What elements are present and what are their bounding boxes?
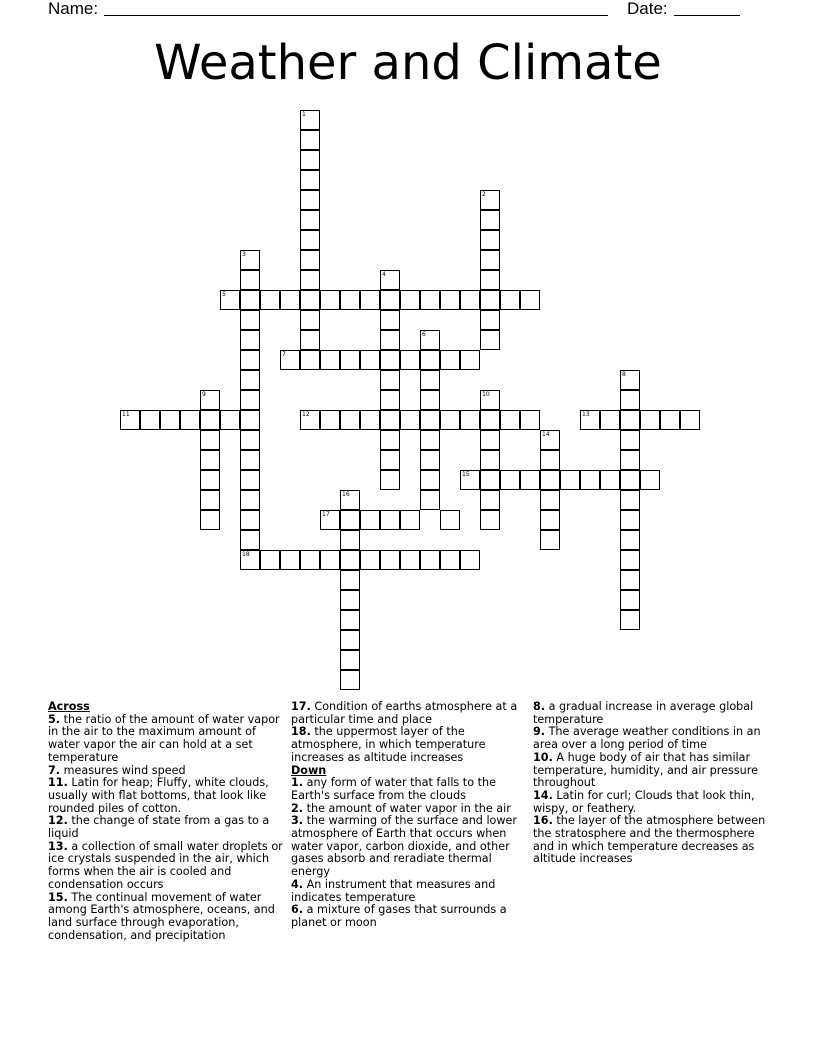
grid-cell[interactable] bbox=[420, 490, 440, 510]
grid-cell[interactable] bbox=[580, 470, 600, 490]
clue-number: 14 bbox=[542, 431, 550, 438]
grid-cell[interactable] bbox=[300, 150, 320, 170]
clue-number: 10 bbox=[482, 391, 490, 398]
clue-number: 8 bbox=[622, 371, 626, 378]
grid-cell[interactable] bbox=[360, 510, 380, 530]
grid-cell[interactable] bbox=[680, 410, 700, 430]
grid-cell[interactable] bbox=[620, 550, 640, 570]
grid-cell[interactable] bbox=[420, 410, 440, 430]
grid-cell[interactable] bbox=[340, 490, 360, 510]
clue-number: 7 bbox=[282, 351, 286, 358]
clue-text: Latin for curl; Clouds that look thin, wispy, or feathery. bbox=[533, 788, 755, 815]
grid-cell[interactable] bbox=[460, 290, 480, 310]
grid-cell[interactable] bbox=[240, 250, 260, 270]
grid-cell[interactable] bbox=[440, 410, 460, 430]
grid-cell[interactable] bbox=[240, 410, 260, 430]
grid-cell[interactable] bbox=[240, 390, 260, 410]
grid-cell[interactable] bbox=[260, 290, 280, 310]
page-title: Weather and Climate bbox=[154, 35, 662, 91]
grid-cell[interactable] bbox=[480, 230, 500, 250]
grid-cell[interactable] bbox=[240, 470, 260, 490]
grid-cell[interactable] bbox=[300, 130, 320, 150]
grid-cell[interactable] bbox=[300, 210, 320, 230]
grid-cell[interactable] bbox=[240, 530, 260, 550]
grid-cell[interactable] bbox=[240, 490, 260, 510]
clue-text: the change of state from a gas to a liquid bbox=[48, 814, 270, 841]
across-clue bbox=[291, 701, 527, 726]
down-clue bbox=[291, 879, 527, 904]
grid-cell[interactable] bbox=[380, 450, 400, 470]
grid-cell[interactable] bbox=[400, 290, 420, 310]
grid-cell[interactable] bbox=[380, 350, 400, 370]
grid-cell[interactable] bbox=[440, 550, 460, 570]
grid-cell[interactable] bbox=[320, 290, 340, 310]
clue-number: 13 bbox=[582, 411, 590, 418]
name-label: Name: bbox=[48, 0, 99, 18]
clue-number: 1 bbox=[302, 111, 306, 118]
grid-cell[interactable] bbox=[360, 290, 380, 310]
grid-cell[interactable] bbox=[340, 670, 360, 690]
grid-cell[interactable] bbox=[620, 430, 640, 450]
grid-cell[interactable] bbox=[300, 270, 320, 290]
grid-cell[interactable] bbox=[200, 490, 220, 510]
grid-cell[interactable] bbox=[480, 450, 500, 470]
clue-text: a collection of small water droplets or ice crystals suspended in the air, which forms when the air is cooled and condensation occurs bbox=[48, 839, 283, 891]
grid-cell[interactable] bbox=[340, 630, 360, 650]
across-clue bbox=[48, 841, 284, 892]
grid-cell[interactable] bbox=[540, 430, 560, 450]
clue-text: The continual movement of water among Earth's atmosphere, oceans, and land surface through evaporation, condensation, and precipitation bbox=[48, 890, 275, 942]
grid-cell[interactable] bbox=[540, 530, 560, 550]
grid-cell[interactable] bbox=[480, 390, 500, 410]
grid-cell[interactable] bbox=[380, 390, 400, 410]
grid-cell[interactable] bbox=[320, 410, 340, 430]
across-clue bbox=[48, 815, 284, 840]
grid-cell[interactable] bbox=[300, 230, 320, 250]
grid-cell[interactable] bbox=[240, 510, 260, 530]
across-clue bbox=[48, 777, 284, 815]
across-clue bbox=[48, 714, 284, 765]
grid-cell[interactable] bbox=[420, 430, 440, 450]
grid-cell[interactable] bbox=[460, 350, 480, 370]
grid-cell[interactable] bbox=[480, 290, 500, 310]
grid-cell[interactable] bbox=[380, 330, 400, 350]
grid-cell[interactable] bbox=[400, 550, 420, 570]
grid-cell[interactable] bbox=[240, 370, 260, 390]
clue-text: measures wind speed bbox=[60, 763, 186, 777]
clue-number-label: 12. bbox=[48, 814, 68, 828]
grid-cell[interactable] bbox=[520, 470, 540, 490]
grid-cell[interactable] bbox=[340, 290, 360, 310]
clue-number-label: 10. bbox=[533, 750, 553, 764]
grid-cell[interactable] bbox=[240, 310, 260, 330]
grid-cell[interactable] bbox=[480, 210, 500, 230]
clue-number: 4 bbox=[382, 271, 386, 278]
clue-text: the layer of the atmosphere between the stratosphere and the thermosphere and in which temperature decreases as altitude increases bbox=[533, 814, 766, 866]
grid-cell[interactable] bbox=[620, 370, 640, 390]
grid-cell[interactable] bbox=[620, 510, 640, 530]
grid-cell[interactable] bbox=[420, 370, 440, 390]
down-clue-list-continued bbox=[533, 701, 769, 866]
down-clue bbox=[533, 701, 769, 726]
grid-cell[interactable] bbox=[320, 350, 340, 370]
across-clue bbox=[48, 892, 284, 943]
clue-number: 11 bbox=[122, 411, 130, 418]
date-label: Date: bbox=[627, 0, 668, 18]
grid-cell[interactable] bbox=[460, 470, 480, 490]
clue-text: Latin for heap; Fluffy, white clouds, usually with flat bottoms, that look like rounded piles of cotton. bbox=[48, 776, 269, 815]
grid-cell[interactable] bbox=[160, 410, 180, 430]
grid-cell[interactable] bbox=[240, 430, 260, 450]
clue-number-label: 17. bbox=[291, 700, 311, 713]
grid-cell[interactable] bbox=[300, 330, 320, 350]
grid-cell[interactable] bbox=[340, 570, 360, 590]
grid-cell[interactable] bbox=[480, 250, 500, 270]
clue-number-label: 13. bbox=[48, 839, 68, 853]
grid-cell[interactable] bbox=[480, 270, 500, 290]
grid-cell[interactable] bbox=[240, 290, 260, 310]
grid-cell[interactable] bbox=[340, 590, 360, 610]
grid-cell[interactable] bbox=[200, 390, 220, 410]
grid-cell[interactable] bbox=[620, 450, 640, 470]
grid-cell[interactable] bbox=[480, 490, 500, 510]
grid-cell[interactable] bbox=[420, 330, 440, 350]
clues-column-2 bbox=[291, 701, 527, 930]
grid-cell[interactable] bbox=[560, 470, 580, 490]
clue-text: the amount of water vapor in the air bbox=[303, 801, 511, 815]
grid-cell[interactable] bbox=[500, 410, 520, 430]
grid-cell[interactable] bbox=[320, 510, 340, 530]
grid-cell[interactable] bbox=[220, 410, 240, 430]
grid-cell[interactable] bbox=[420, 290, 440, 310]
grid-cell[interactable] bbox=[420, 550, 440, 570]
clue-text: Condition of earths atmosphere at a particular time and place bbox=[291, 700, 518, 726]
grid-cell[interactable] bbox=[240, 270, 260, 290]
grid-cell[interactable] bbox=[620, 390, 640, 410]
grid-cell[interactable] bbox=[280, 350, 300, 370]
grid-cell[interactable] bbox=[420, 350, 440, 370]
clue-text: the uppermost layer of the atmosphere, in which temperature increases as altitude increases bbox=[291, 725, 486, 764]
grid-cell[interactable] bbox=[200, 470, 220, 490]
clue-number: 15 bbox=[462, 471, 470, 478]
grid-cell[interactable] bbox=[240, 350, 260, 370]
grid-cell[interactable] bbox=[580, 410, 600, 430]
grid-cell[interactable] bbox=[380, 430, 400, 450]
clue-number-label: 8. bbox=[533, 700, 546, 713]
grid-cell[interactable] bbox=[380, 370, 400, 390]
grid-cell[interactable] bbox=[480, 190, 500, 210]
clue-number-label: 5. bbox=[48, 712, 61, 726]
across-clue-list-continued bbox=[291, 701, 527, 765]
grid-cell[interactable] bbox=[640, 410, 660, 430]
clue-text: The average weather conditions in an area over a long period of time bbox=[533, 725, 761, 752]
grid-cell[interactable] bbox=[380, 510, 400, 530]
grid-cell[interactable] bbox=[300, 290, 320, 310]
clue-text: the ratio of the amount of water vapor in the air to the maximum amount of water vapor the air can hold at a set temperature bbox=[48, 712, 280, 764]
grid-cell[interactable] bbox=[380, 290, 400, 310]
clue-number: 3 bbox=[242, 251, 246, 258]
grid-cell[interactable] bbox=[240, 550, 260, 570]
grid-cell[interactable] bbox=[380, 470, 400, 490]
down-clue bbox=[291, 815, 527, 879]
grid-cell[interactable] bbox=[360, 550, 380, 570]
grid-cell[interactable] bbox=[300, 350, 320, 370]
grid-cell[interactable] bbox=[440, 350, 460, 370]
grid-cell[interactable] bbox=[440, 290, 460, 310]
clue-number-label: 9. bbox=[533, 725, 546, 739]
grid-cell[interactable] bbox=[140, 410, 160, 430]
clue-text: any form of water that falls to the Earth's surface from the clouds bbox=[291, 776, 496, 802]
across-clue-list bbox=[48, 714, 284, 943]
across-heading: Across bbox=[48, 700, 90, 713]
grid-cell[interactable] bbox=[620, 470, 640, 490]
grid-cell[interactable] bbox=[600, 470, 620, 490]
clue-number-label: 18. bbox=[291, 725, 311, 739]
grid-cell[interactable] bbox=[300, 250, 320, 270]
grid-cell[interactable] bbox=[340, 550, 360, 570]
down-clue bbox=[291, 777, 527, 802]
grid-cell[interactable] bbox=[480, 310, 500, 330]
clue-number: 18 bbox=[242, 551, 250, 558]
grid-cell[interactable] bbox=[300, 190, 320, 210]
clue-number-label: 4. bbox=[291, 877, 304, 891]
grid-cell[interactable] bbox=[360, 350, 380, 370]
grid-cell[interactable] bbox=[260, 550, 280, 570]
grid-cell[interactable] bbox=[620, 410, 640, 430]
grid-cell[interactable] bbox=[340, 350, 360, 370]
grid-cell[interactable] bbox=[520, 290, 540, 310]
clue-number-label: 6. bbox=[291, 903, 304, 917]
clue-text: the warming of the surface and lower atmosphere of Earth that occurs when water vapor, carbon dioxide, and other gases absorb and reradiate thermal energy bbox=[291, 814, 518, 879]
clue-number-label: 7. bbox=[48, 763, 61, 777]
clue-text: An instrument that measures and indicates temperature bbox=[291, 877, 496, 904]
grid-cell[interactable] bbox=[380, 550, 400, 570]
grid-cell[interactable] bbox=[340, 510, 360, 530]
grid-cell[interactable] bbox=[620, 490, 640, 510]
clue-number: 2 bbox=[482, 191, 486, 198]
down-clue bbox=[533, 790, 769, 815]
grid-cell[interactable] bbox=[460, 410, 480, 430]
grid-cell[interactable] bbox=[200, 410, 220, 430]
grid-cell[interactable] bbox=[300, 170, 320, 190]
grid-cell[interactable] bbox=[640, 470, 660, 490]
grid-cell[interactable] bbox=[300, 550, 320, 570]
clue-number-label: 1. bbox=[291, 776, 304, 790]
grid-cell[interactable] bbox=[600, 410, 620, 430]
grid-cell[interactable] bbox=[240, 450, 260, 470]
clue-number: 6 bbox=[422, 331, 426, 338]
grid-cell[interactable] bbox=[360, 410, 380, 430]
grid-cell[interactable] bbox=[400, 510, 420, 530]
grid-cell[interactable] bbox=[120, 410, 140, 430]
down-clue bbox=[533, 752, 769, 790]
clue-number: 16 bbox=[342, 491, 350, 498]
grid-cell[interactable] bbox=[300, 410, 320, 430]
grid-cell[interactable] bbox=[660, 410, 680, 430]
grid-cell[interactable] bbox=[420, 470, 440, 490]
clue-number-label: 14. bbox=[533, 788, 553, 802]
grid-cell[interactable] bbox=[480, 330, 500, 350]
clues-column-1 bbox=[48, 701, 284, 942]
clue-number-label: 15. bbox=[48, 890, 68, 904]
clue-text: A huge body of air that has similar temperature, humidity, and air pressure throughout bbox=[533, 750, 758, 790]
grid-cell[interactable] bbox=[340, 650, 360, 670]
clue-number-label: 3. bbox=[291, 814, 304, 828]
grid-cell[interactable] bbox=[620, 530, 640, 550]
grid-cell[interactable] bbox=[300, 310, 320, 330]
grid-cell[interactable] bbox=[500, 290, 520, 310]
grid-cell[interactable] bbox=[620, 590, 640, 610]
grid-cell[interactable] bbox=[540, 470, 560, 490]
grid-cell[interactable] bbox=[400, 410, 420, 430]
grid-cell[interactable] bbox=[500, 470, 520, 490]
clue-number: 9 bbox=[202, 391, 206, 398]
clue-text: a mixture of gases that surrounds a planet or moon bbox=[291, 903, 507, 929]
grid-cell[interactable] bbox=[540, 490, 560, 510]
across-clue bbox=[291, 726, 527, 764]
clue-number-label: 2. bbox=[291, 801, 304, 815]
grid-cell[interactable] bbox=[480, 410, 500, 430]
clues-column-3 bbox=[533, 701, 769, 866]
grid-cell[interactable] bbox=[400, 350, 420, 370]
down-heading: Down bbox=[291, 763, 327, 777]
clue-number: 12 bbox=[302, 411, 310, 418]
grid-cell[interactable] bbox=[620, 610, 640, 630]
grid-cell[interactable] bbox=[180, 410, 200, 430]
grid-cell[interactable] bbox=[200, 430, 220, 450]
down-clue bbox=[533, 726, 769, 751]
grid-cell[interactable] bbox=[200, 510, 220, 530]
grid-cell[interactable] bbox=[340, 610, 360, 630]
grid-cell[interactable] bbox=[520, 410, 540, 430]
grid-cell[interactable] bbox=[220, 290, 240, 310]
grid-cell[interactable] bbox=[440, 510, 460, 530]
grid-cell[interactable] bbox=[620, 570, 640, 590]
grid-cell[interactable] bbox=[300, 110, 320, 130]
clue-number-label: 11. bbox=[48, 776, 68, 790]
grid-cell[interactable] bbox=[540, 510, 560, 530]
clue-number: 5 bbox=[222, 291, 226, 298]
grid-cell[interactable] bbox=[340, 410, 360, 430]
grid-cell[interactable] bbox=[480, 470, 500, 490]
grid-cell[interactable] bbox=[340, 530, 360, 550]
grid-cell[interactable] bbox=[480, 430, 500, 450]
grid-cell[interactable] bbox=[460, 550, 480, 570]
clue-text: a gradual increase in average global temperature bbox=[533, 700, 754, 726]
down-clue bbox=[533, 815, 769, 866]
grid-cell[interactable] bbox=[380, 410, 400, 430]
grid-cell[interactable] bbox=[200, 450, 220, 470]
grid-cell[interactable] bbox=[280, 290, 300, 310]
clue-number-label: 16. bbox=[533, 814, 553, 828]
grid-cell[interactable] bbox=[420, 450, 440, 470]
down-clue bbox=[291, 904, 527, 929]
grid-cell[interactable] bbox=[380, 310, 400, 330]
grid-cell[interactable] bbox=[420, 390, 440, 410]
down-clue-list bbox=[291, 777, 527, 929]
grid-cell[interactable] bbox=[280, 550, 300, 570]
clue-number: 17 bbox=[322, 511, 330, 518]
grid-cell[interactable] bbox=[240, 330, 260, 350]
grid-cell[interactable] bbox=[380, 270, 400, 290]
grid-cell[interactable] bbox=[480, 510, 500, 530]
grid-cell[interactable] bbox=[540, 450, 560, 470]
grid-cell[interactable] bbox=[320, 550, 340, 570]
